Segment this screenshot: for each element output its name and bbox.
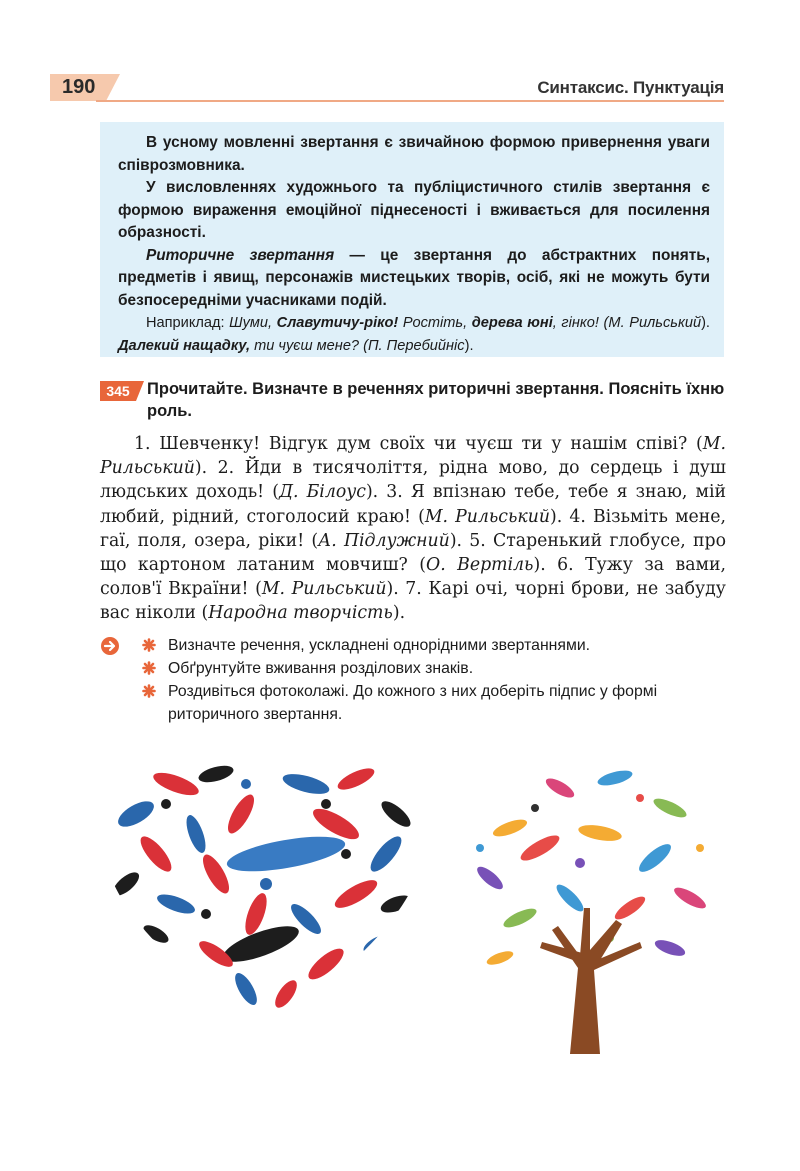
asterisk-bullet-icon: [142, 638, 156, 652]
sentence-text: ). 7. Карі очі, чорні брови, не забуду вас ніколи (: [100, 579, 726, 624]
list-item: [142, 634, 728, 657]
header-divider: [96, 100, 724, 102]
sentence-author: М. Рильський: [100, 434, 726, 479]
task-number-badge: 345: [100, 381, 136, 401]
example-text: Шуми,: [229, 315, 277, 331]
example-text: ти чуєш мене? (: [250, 337, 368, 354]
rule-definition: — це звертання до абстрактних понять, предметів і явищ, персонажів мистецьких творів, осіб, які не можуть бути безпосередніми учасниками подій.: [118, 246, 710, 309]
asterisk-bullet-icon: [142, 684, 156, 698]
rule-term: Риторичне звертання: [146, 246, 335, 264]
example-author: М. Рильський: [608, 315, 702, 331]
example-address: Славутичу-ріко!: [276, 315, 399, 331]
sentence-author: О. Вертіль: [426, 555, 534, 576]
sentence-text: ). 5. Старенький глобусе, про що картоном латаним мовчиш? (: [100, 530, 726, 576]
sentence-author: М. Рильський: [424, 506, 550, 527]
rule-box: [100, 122, 724, 357]
sentence-text: ). 6. Тужу за вами, солов'ї Вкраїни! (: [100, 555, 727, 600]
task-sentences: [100, 432, 726, 626]
rule-paragraph-3: [118, 245, 710, 313]
example-text: ).: [701, 315, 710, 331]
page-number: 190: [62, 76, 96, 98]
sentence-author: Д. Білоус: [278, 482, 366, 503]
rule-example: [118, 312, 710, 357]
task-instruction: Прочитайте. Визначте в реченнях риторичні звертання. Поясніть їхню роль.: [147, 380, 725, 420]
example-label: Наприклад:: [146, 315, 230, 331]
subtask-text: Визначте речення, ускладнені однорідними звертаннями.: [168, 637, 591, 654]
sentence-text: ). 2. Йди в тисячоліття, рідна мово, до сердець і душ людських доходь! (: [100, 458, 726, 503]
list-item: [142, 680, 728, 726]
subtask-list: [142, 634, 728, 726]
example-author: П. Перебийніс: [367, 337, 465, 354]
sentence-text: ). 4. Візьміть мене, гаї, поля, озера, ріки! (: [100, 506, 726, 551]
sentence-text: ).: [392, 603, 406, 624]
subtask-text: Роздивіться фотоколажі. До кожного з них доберіть підпис у формі риторичного звертання.: [168, 683, 658, 723]
rule-paragraph-1: В усному мовленні звертання є звичайною формою привернення уваги співрозмовника.: [118, 134, 710, 174]
arrow-right-circle-icon: [100, 636, 120, 656]
example-address: Далекий нащадку,: [118, 337, 251, 354]
sentence-text: ). 3. Я впізнаю тебе, тебе я знаю, мій любий, рідний, стоголосий краю! (: [100, 482, 726, 527]
page-header: [0, 0, 800, 110]
example-text: ).: [464, 337, 474, 354]
example-text: , гінко! (: [552, 315, 609, 331]
music-tree-collage: [440, 738, 730, 1054]
sports-heart-collage: [96, 744, 432, 1040]
sentence-text: 1. Шевченку! Відгук дум своїх чи чуєш ти у нашім співі? (: [134, 434, 703, 454]
sentence-author: Народна творчість: [208, 603, 393, 624]
list-item: [142, 657, 728, 680]
example-address: дерева юні: [471, 315, 553, 331]
section-title: Синтаксис. Пунктуація: [537, 78, 724, 97]
rule-paragraph-2: У висловленнях художнього та публіцистичного стилів звертання є формою вираження емоційної піднесеності і вживається для посилення образності.: [118, 179, 710, 241]
sentence-author: М. Рильський: [261, 579, 387, 600]
sentence-author: А. Підлужний: [318, 530, 450, 551]
subtask-text: Обґрунтуйте вживання розділових знаків.: [168, 660, 474, 677]
example-text: Ростіть,: [398, 315, 472, 331]
asterisk-bullet-icon: [142, 661, 156, 675]
